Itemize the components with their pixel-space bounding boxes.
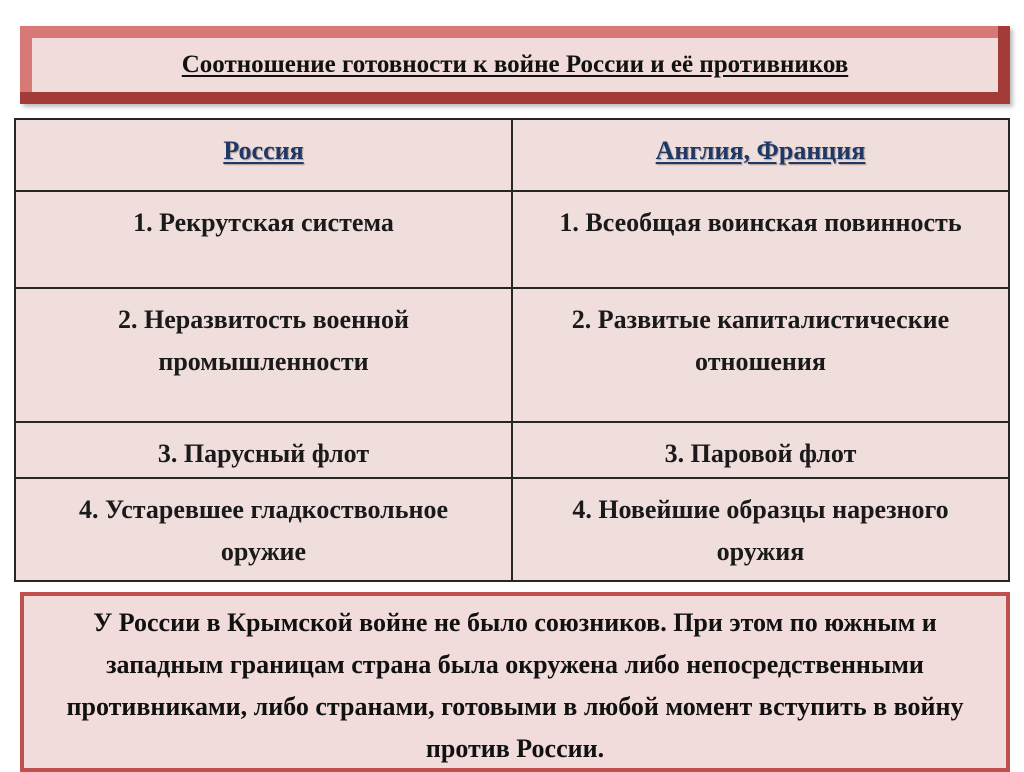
header-england-france: Англия, Франция — [512, 119, 1009, 191]
table-row — [15, 191, 1009, 288]
table-row — [15, 422, 1009, 478]
cell-russia: 1. Рекрутская система — [15, 191, 512, 288]
cell-russia: 2. Неразвитость военной промышленности — [15, 288, 512, 422]
table-header-row — [15, 119, 1009, 191]
slide-title: Соотношение готовности к войне России и её противников — [181, 51, 849, 78]
cell-allies: 3. Паровой флот — [512, 422, 1009, 478]
cell-allies: 4. Новейшие образцы нарезного оружия — [512, 478, 1009, 581]
title-panel — [32, 38, 998, 92]
cell-allies: 2. Развитые капиталистические отношения — [512, 288, 1009, 422]
note-box — [20, 592, 1010, 772]
banner-bevel — [20, 92, 1010, 104]
cell-russia: 4. Устаревшее гладкоствольное оружие — [15, 478, 512, 581]
banner-bevel — [998, 26, 1010, 104]
cell-russia: 3. Парусный флот — [15, 422, 512, 478]
comparison-table — [14, 118, 1010, 582]
table-row — [15, 288, 1009, 422]
banner-bevel — [20, 26, 1010, 38]
cell-allies: 1. Всеобщая воинская повинность — [512, 191, 1009, 288]
title-banner — [20, 26, 1010, 104]
header-russia: Россия — [15, 119, 512, 191]
table-row — [15, 478, 1009, 581]
note-text: У России в Крымской войне не было союзников. При этом по южным и западным границам страна была окружена либо непосредственными противниками, либо странами, готовыми в любой момент вступить в войну против России. — [24, 596, 1006, 768]
